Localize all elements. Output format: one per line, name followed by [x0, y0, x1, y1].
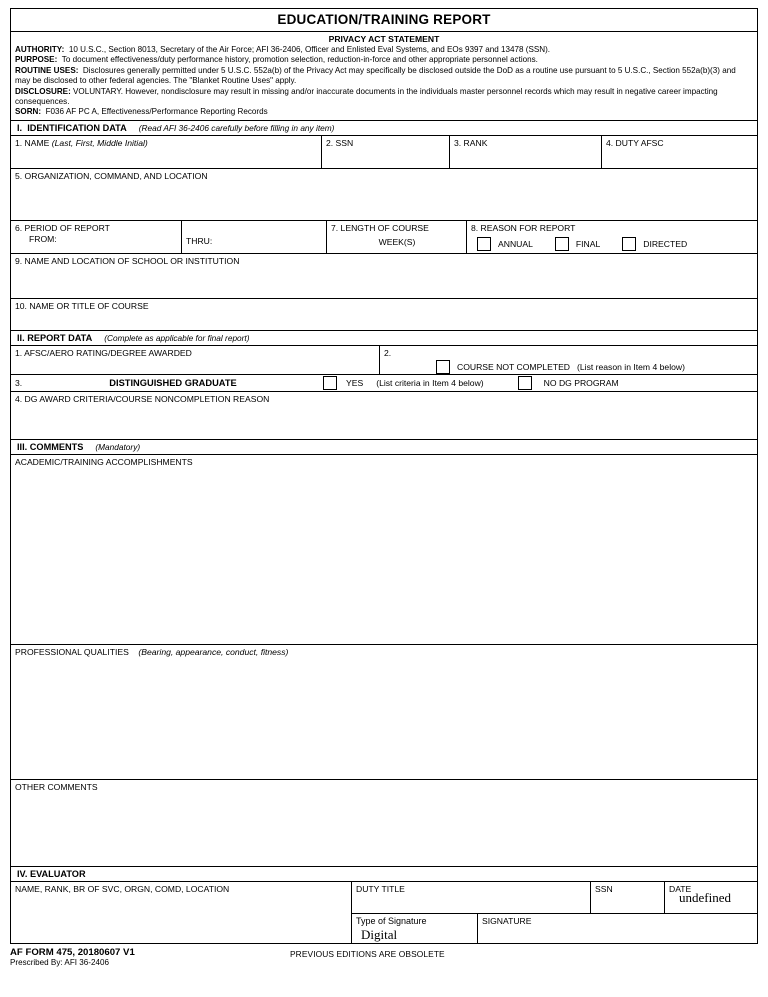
section-4-number: IV.	[17, 868, 28, 879]
section-2-number: II.	[17, 332, 25, 343]
field-rank[interactable]	[449, 136, 601, 168]
course-not-completed-label: COURSE NOT COMPLETED	[457, 361, 571, 372]
disclosure-line	[15, 87, 753, 108]
field-length-of-course-unit: WEEK(S)	[378, 236, 416, 247]
field-name[interactable]	[11, 136, 321, 168]
field-type-of-signature-value: Digital	[361, 926, 398, 942]
section-4-header-row	[11, 867, 757, 882]
field-other-comments[interactable]	[11, 780, 757, 866]
identification-row-5[interactable]	[11, 299, 757, 331]
section-1-title	[17, 123, 127, 133]
field-ssn[interactable]	[321, 136, 449, 168]
section-3-header-row	[11, 440, 757, 455]
form-identifier-block	[10, 947, 135, 967]
evaluator-top-subrow	[352, 882, 757, 914]
evaluator-row[interactable]	[11, 882, 757, 944]
dg-no-program-label: NO DG PROGRAM	[543, 378, 619, 389]
field-ssn-label: 2. SSN	[326, 137, 354, 148]
af-form-475	[10, 8, 758, 944]
field-evaluator-name-label: NAME, RANK, BR OF SVC, ORGN, COMD, LOCATION	[15, 883, 230, 894]
field-academic-accomplishments-label: ACADEMIC/TRAINING ACCOMPLISHMENTS	[15, 456, 193, 467]
field-date[interactable]	[664, 882, 757, 913]
purpose-line	[15, 55, 753, 65]
course-not-completed-note: (List reason in Item 4 below)	[577, 361, 685, 372]
field-professional-qualities-label: PROFESSIONAL QUALITIES (Bearing, appearance, conduct, fitness)	[15, 646, 289, 657]
dg-yes-label: YES	[346, 378, 364, 389]
identification-row-4[interactable]	[11, 254, 757, 299]
field-period-label: 6. PERIOD OF REPORT	[15, 222, 110, 233]
section-3-title	[17, 442, 83, 452]
privacy-act-text	[11, 45, 757, 120]
comments-row-academic[interactable]	[11, 455, 757, 645]
purpose-text: To document effectiveness/duty performance history, promotion selection, reduction-in-force and other appropriate personnel actions.	[61, 55, 538, 65]
field-date-label: DATE	[669, 883, 692, 894]
section-4-title	[17, 869, 86, 879]
routine-uses-label: ROUTINE USES:	[15, 65, 79, 75]
authority-label: AUTHORITY:	[15, 45, 65, 54]
field-evaluator-ssn[interactable]	[590, 882, 664, 913]
field-dg-criteria-label: 4. DG AWARD CRITERIA/COURSE NONCOMPLETION REASON	[15, 393, 270, 404]
form-identifier: AF FORM 475, 20180607 V1	[10, 946, 135, 958]
reason-option-annual[interactable]	[477, 237, 533, 251]
report-data-row-3[interactable]	[11, 392, 757, 440]
section-2-note: (Complete as applicable for final report)	[104, 332, 250, 343]
checkbox-directed[interactable]	[622, 237, 636, 251]
field-afsc-degree[interactable]	[11, 346, 379, 374]
checkbox-no-dg-program[interactable]	[518, 376, 532, 390]
form-footer	[10, 947, 758, 973]
sorn-label: SORN:	[15, 107, 42, 117]
field-afsc-degree-label: 1. AFSC/AERO RATING/DEGREE AWARDED	[15, 347, 192, 358]
field-type-of-signature-label: Type of Signature	[356, 915, 427, 926]
distinguished-graduate-label: DISTINGUISHED GRADUATE	[109, 378, 237, 389]
section-3-note: (Mandatory)	[95, 441, 141, 452]
reason-option-directed-label: DIRECTED	[643, 238, 688, 249]
field-evaluator-ssn-label: SSN	[595, 883, 613, 894]
disclosure-text: VOLUNTARY. However, nondisclosure may result in missing and/or inaccurate documents in the individuals master personnel records which may result in negative career impacting consequences.	[15, 86, 718, 107]
checkbox-course-not-completed[interactable]	[436, 360, 450, 374]
section-2-title	[17, 333, 92, 343]
item-2-number: 2.	[384, 347, 392, 358]
field-dg-criteria[interactable]	[11, 392, 757, 439]
checkbox-annual[interactable]	[477, 237, 491, 251]
section-3-number: III.	[17, 441, 28, 452]
prescribed-by: Prescribed By: AFI 36-2406	[10, 957, 109, 967]
field-school[interactable]	[11, 254, 757, 298]
field-evaluator-name[interactable]	[11, 882, 351, 943]
section-3-header	[11, 440, 757, 454]
identification-row-1[interactable]	[11, 136, 757, 169]
reason-option-final-label: FINAL	[575, 238, 601, 249]
field-name-label: 1. NAME (Last, First, Middle Initial)	[15, 137, 148, 148]
field-rank-label: 3. RANK	[454, 137, 488, 148]
report-data-row-1[interactable]	[11, 346, 757, 375]
reason-option-final[interactable]	[555, 237, 600, 251]
report-data-row-2[interactable]	[11, 375, 757, 392]
field-other-comments-label: OTHER COMMENTS	[15, 781, 98, 792]
reason-options	[471, 234, 754, 251]
identification-row-2[interactable]	[11, 169, 757, 221]
distinguished-graduate-row[interactable]	[11, 375, 757, 391]
field-organization[interactable]	[11, 169, 757, 220]
field-course-not-completed[interactable]	[379, 346, 757, 374]
reason-option-annual-label: ANNUAL	[498, 238, 533, 249]
field-period-from[interactable]	[11, 221, 181, 253]
field-signature[interactable]	[477, 914, 757, 943]
section-4-header	[11, 867, 757, 881]
field-professional-qualities[interactable]	[11, 645, 757, 779]
section-4-heading: EVALUATOR	[29, 868, 86, 879]
sorn-line	[15, 107, 753, 117]
field-date-value: undefined	[679, 889, 731, 905]
evaluator-right-grid	[351, 882, 757, 943]
field-reason-label: 8. REASON FOR REPORT	[471, 222, 576, 233]
privacy-act-row	[11, 32, 757, 121]
privacy-act-heading: PRIVACY ACT STATEMENT	[328, 34, 440, 44]
field-period-thru[interactable]	[181, 221, 326, 253]
section-2-header	[11, 331, 757, 345]
evaluator-bottom-subrow	[352, 914, 757, 943]
field-period-thru-label: THRU:	[186, 235, 213, 246]
field-course-title[interactable]	[11, 299, 757, 330]
section-3-heading: COMMENTS	[29, 441, 84, 452]
section-1-note: (Read AFI 36-2406 carefully before filling in any item)	[138, 122, 335, 133]
comments-row-other[interactable]	[11, 780, 757, 867]
field-type-of-signature[interactable]	[352, 914, 477, 943]
dg-no-program-option[interactable]	[518, 376, 619, 390]
reason-option-directed[interactable]	[622, 237, 687, 251]
field-duty-title[interactable]	[352, 882, 590, 913]
form-title-row	[11, 9, 757, 32]
section-1-number: I.	[17, 122, 23, 133]
field-duty-afsc-label: 4. DUTY AFSC	[606, 137, 664, 148]
section-1-header-row	[11, 121, 757, 136]
field-signature-label: SIGNATURE	[482, 915, 532, 926]
previous-editions-notice: PREVIOUS EDITIONS ARE OBSOLETE	[290, 948, 445, 959]
field-length-of-course-label: 7. LENGTH OF COURSE	[331, 222, 429, 233]
section-2-header-row	[11, 331, 757, 346]
field-organization-label: 5. ORGANIZATION, COMMAND, AND LOCATION	[15, 170, 208, 181]
section-2-heading: REPORT DATA	[27, 332, 93, 343]
field-school-label: 9. NAME AND LOCATION OF SCHOOL OR INSTITUTION	[15, 255, 240, 266]
identification-row-3[interactable]	[11, 221, 757, 254]
disclosure-label: DISCLOSURE:	[15, 86, 71, 96]
field-duty-title-label: DUTY TITLE	[356, 883, 405, 894]
authority-text: 10 U.S.C., Section 8013, Secretary of the Air Force; AFI 36-2406, Officer and Enlisted Eval Systems, and EOs 9397 and 13478 (SSN).	[68, 45, 551, 54]
dg-yes-note: (List criteria in Item 4 below)	[376, 378, 484, 389]
section-1-heading: IDENTIFICATION DATA	[27, 122, 127, 133]
dg-yes-option[interactable]	[323, 376, 484, 390]
checkbox-final[interactable]	[555, 237, 569, 251]
privacy-act-block	[11, 32, 757, 120]
field-course-title-label: 10. NAME OR TITLE OF COURSE	[15, 300, 149, 311]
page-title: EDUCATION/TRAINING REPORT	[277, 12, 491, 27]
checkbox-dg-yes[interactable]	[323, 376, 337, 390]
field-duty-afsc[interactable]	[601, 136, 757, 168]
field-academic-accomplishments[interactable]	[11, 455, 757, 644]
field-length-of-course[interactable]	[326, 221, 466, 253]
routine-uses-line	[15, 66, 753, 87]
purpose-label: PURPOSE:	[15, 55, 58, 65]
sorn-text: F036 AF PC A, Effectiveness/Performance Reporting Records	[45, 107, 268, 117]
authority-line	[15, 45, 753, 55]
course-not-completed-option[interactable]	[384, 359, 685, 374]
field-period-from-label: FROM:	[29, 233, 57, 244]
field-reason-for-report[interactable]	[466, 221, 757, 253]
item-3-number: 3.	[15, 377, 23, 388]
comments-row-professional[interactable]	[11, 645, 757, 780]
section-1-header	[11, 121, 757, 135]
routine-uses-text: Disclosures generally permitted under 5 U.S.C. 552a(b) of the Privacy Act may specifically be disclosed outside the DoD as a routine use pursuant to 5 U.S.C., Section 552a(b)(3) and may be disclosed to other federal agencies. The "Blanket Routine Uses" apply.	[15, 65, 736, 86]
